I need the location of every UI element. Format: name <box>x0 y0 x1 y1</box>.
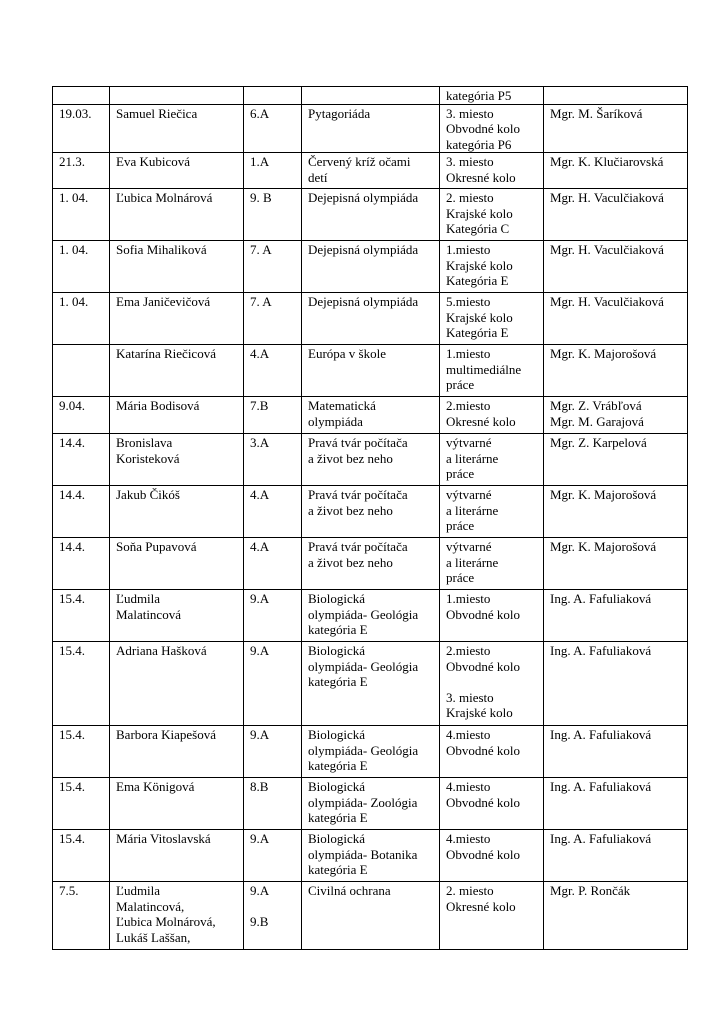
competition-text: Dejepisná olympiáda <box>308 190 419 205</box>
class-text: 9. B <box>250 190 272 205</box>
teacher-text: Mgr. M. Garajová <box>550 413 644 429</box>
competition-text: olympiáda- Zoológia <box>308 794 418 810</box>
table-row <box>53 434 688 486</box>
competition-text: kategória E <box>308 622 368 637</box>
teacher-cell <box>544 293 688 345</box>
competition-text: Biologická <box>308 591 366 606</box>
name-text: Ľubica Molnárová, <box>116 914 216 929</box>
competition-text: Pravá tvár počítača <box>308 487 408 502</box>
date-text: 1. 04. <box>59 242 89 257</box>
class-cell <box>244 397 302 434</box>
date-text: 15.4. <box>59 591 85 606</box>
teacher-cell <box>544 486 688 538</box>
teacher-cell <box>544 726 688 778</box>
date-cell <box>53 434 110 486</box>
teacher-text: Mgr. P. Rončák <box>550 883 631 898</box>
competition-cell <box>302 293 440 345</box>
name-text: Barbora Kiapešová <box>116 727 216 742</box>
name-text: Ľubica Molnárová <box>116 190 213 205</box>
teacher-text: Ing. A. Fafuliaková <box>550 727 652 742</box>
result-text: Obvodné kolo <box>446 742 521 758</box>
name-text: Adriana Hašková <box>116 643 207 658</box>
class-cell <box>244 241 302 293</box>
class-cell <box>244 153 302 189</box>
result-cell <box>440 397 544 434</box>
teacher-text: Mgr. H. Vaculčiaková <box>550 242 664 257</box>
result-text: Krajské kolo <box>446 309 513 325</box>
result-cell <box>440 434 544 486</box>
competition-cell <box>302 434 440 486</box>
date-cell <box>53 642 110 726</box>
date-cell <box>53 345 110 397</box>
result-text: výtvarné <box>446 539 492 554</box>
table-row <box>53 241 688 293</box>
name-text: Lukáš Laššan, <box>116 929 191 945</box>
result-text: práce <box>446 466 475 481</box>
result-cell <box>440 153 544 189</box>
table-row <box>53 87 688 105</box>
name-cell <box>110 87 244 105</box>
name-cell <box>110 882 244 950</box>
result-text: výtvarné <box>446 435 492 450</box>
result-text: 5.miesto <box>446 294 491 309</box>
teacher-cell <box>544 87 688 105</box>
teacher-text: Ing. A. Fafuliaková <box>550 779 652 794</box>
competition-cell <box>302 153 440 189</box>
result-text: výtvarné <box>446 487 492 502</box>
result-text: Krajské kolo <box>446 257 513 273</box>
table-row <box>53 397 688 434</box>
name-cell <box>110 726 244 778</box>
class-text: 4.A <box>250 346 270 361</box>
result-text: 4.miesto <box>446 727 491 742</box>
teacher-text <box>550 88 683 104</box>
name-text: Jakub Čikóš <box>116 487 180 502</box>
class-text: 7. A <box>250 294 272 309</box>
teacher-cell <box>544 397 688 434</box>
result-cell <box>440 87 544 105</box>
result-text: 1.miesto <box>446 242 491 257</box>
table-row <box>53 590 688 642</box>
class-cell <box>244 882 302 950</box>
result-text: kategória P6 <box>446 136 512 152</box>
result-cell <box>440 345 544 397</box>
date-cell <box>53 87 110 105</box>
result-text: a literárne <box>446 502 499 518</box>
class-text: 6.A <box>250 105 270 121</box>
class-text: 1.A <box>250 154 270 169</box>
competition-text: a život bez neho <box>308 554 393 570</box>
date-text: 1. 04. <box>59 294 89 309</box>
teacher-cell <box>544 830 688 882</box>
class-cell <box>244 486 302 538</box>
result-cell <box>440 538 544 590</box>
result-text: 3. miesto <box>446 105 494 121</box>
competition-cell <box>302 104 440 153</box>
date-cell <box>53 590 110 642</box>
table-row <box>53 538 688 590</box>
table-row <box>53 830 688 882</box>
result-text: Kategória E <box>446 273 509 288</box>
name-text: Mária Bodisová <box>116 398 200 413</box>
result-text: 4.miesto <box>446 779 491 794</box>
competition-text: Európa v škole <box>308 346 386 361</box>
competition-cell <box>302 882 440 950</box>
date-cell <box>53 830 110 882</box>
date-text: 15.4. <box>59 831 85 846</box>
competition-cell <box>302 87 440 105</box>
result-text: 4.miesto <box>446 831 491 846</box>
date-cell <box>53 189 110 241</box>
name-cell <box>110 590 244 642</box>
result-text: práce <box>446 570 475 585</box>
result-text: Krajské kolo <box>446 205 513 221</box>
results-table-container <box>52 86 687 950</box>
teacher-text: Ing. A. Fafuliaková <box>550 643 652 658</box>
teacher-cell <box>544 345 688 397</box>
date-text: 19.03. <box>59 105 92 121</box>
competition-text: kategória E <box>308 674 368 689</box>
name-cell <box>110 293 244 345</box>
result-text: Obvodné kolo <box>446 121 521 136</box>
result-cell <box>440 590 544 642</box>
result-text: Okresné kolo <box>446 898 516 914</box>
result-text: Okresné kolo <box>446 169 516 185</box>
class-text: 7. A <box>250 242 272 257</box>
date-text: 15.4. <box>59 779 85 794</box>
competition-text: a život bez neho <box>308 450 393 466</box>
class-cell <box>244 189 302 241</box>
competition-text: kategória E <box>308 862 368 877</box>
competition-text: kategória E <box>308 810 368 825</box>
class-text: 4.A <box>250 487 270 502</box>
name-cell <box>110 345 244 397</box>
name-text: Koristeková <box>116 450 180 466</box>
result-text: 2.miesto <box>446 398 491 413</box>
class-text: 8.B <box>250 779 269 794</box>
name-text: Ema Janičevičová <box>116 294 211 309</box>
name-cell <box>110 642 244 726</box>
result-text: Krajské kolo <box>446 705 513 720</box>
teacher-text: Mgr. Z. Karpelová <box>550 435 647 450</box>
result-cell <box>440 726 544 778</box>
name-cell <box>110 486 244 538</box>
teacher-cell <box>544 882 688 950</box>
teacher-text: Mgr. K. Majorošová <box>550 346 657 361</box>
competition-text: Pravá tvár počítača <box>308 435 408 450</box>
competition-text: kategória E <box>308 758 368 773</box>
result-text: a literárne <box>446 450 499 466</box>
date-text: 14.4. <box>59 435 85 450</box>
table-row <box>53 153 688 189</box>
competition-text: olympiáda <box>308 413 363 429</box>
name-cell <box>110 153 244 189</box>
date-text: 15.4. <box>59 727 85 742</box>
result-cell <box>440 642 544 726</box>
name-cell <box>110 434 244 486</box>
competition-text: Matematická <box>308 398 376 413</box>
name-text: Malatincová, <box>116 898 185 914</box>
date-text: 9.04. <box>59 398 85 413</box>
class-cell <box>244 345 302 397</box>
teacher-text: Mgr. H. Vaculčiaková <box>550 190 664 205</box>
name-text: Sofia Mihaliková <box>116 242 207 257</box>
class-cell <box>244 538 302 590</box>
competition-cell <box>302 830 440 882</box>
teacher-cell <box>544 104 688 153</box>
result-text: a literárne <box>446 554 499 570</box>
class-text: 9.A <box>250 727 270 742</box>
result-text: práce <box>446 377 475 392</box>
competition-text: Pytagoriáda <box>308 105 371 121</box>
teacher-cell <box>544 434 688 486</box>
competition-text: detí <box>308 169 328 185</box>
teacher-text: Mgr. K. Majorošová <box>550 539 657 554</box>
class-cell <box>244 642 302 726</box>
class-cell <box>244 87 302 105</box>
result-cell <box>440 293 544 345</box>
result-text: Kategória E <box>446 325 509 340</box>
competition-cell <box>302 397 440 434</box>
class-cell <box>244 726 302 778</box>
result-cell <box>440 486 544 538</box>
teacher-cell <box>544 778 688 830</box>
date-cell <box>53 778 110 830</box>
result-text: multimediálne <box>446 361 522 377</box>
name-cell <box>110 397 244 434</box>
name-cell <box>110 104 244 153</box>
class-text: 9.A <box>250 831 270 846</box>
table-row <box>53 642 688 726</box>
class-cell <box>244 830 302 882</box>
competition-text: Dejepisná olympiáda <box>308 294 419 309</box>
date-text: 15.4. <box>59 643 85 658</box>
result-text: Obvodné kolo <box>446 846 521 862</box>
results-table-body <box>53 87 688 950</box>
competition-text: olympiáda- Geológia <box>308 606 419 622</box>
teacher-cell <box>544 189 688 241</box>
date-cell <box>53 726 110 778</box>
name-text: Katarína Riečicová <box>116 346 216 361</box>
table-row <box>53 189 688 241</box>
teacher-cell <box>544 538 688 590</box>
result-cell <box>440 104 544 153</box>
competition-text: olympiáda- Geológia <box>308 658 419 674</box>
name-text <box>116 88 239 104</box>
result-text: Kategória C <box>446 221 510 236</box>
result-text: Obvodné kolo <box>446 606 521 622</box>
name-cell <box>110 538 244 590</box>
teacher-text: Mgr. Z. Vrábľová <box>550 398 642 413</box>
name-cell <box>110 241 244 293</box>
table-row <box>53 345 688 397</box>
date-text: 21.3. <box>59 154 85 169</box>
competition-text: Biologická <box>308 643 366 658</box>
competition-cell <box>302 642 440 726</box>
competition-text: olympiáda- Botanika <box>308 846 418 862</box>
result-text: 3. miesto <box>446 689 494 705</box>
name-text: Ľudmila <box>116 883 161 898</box>
result-cell <box>440 830 544 882</box>
date-cell <box>53 293 110 345</box>
table-row <box>53 293 688 345</box>
result-cell <box>440 241 544 293</box>
name-text: Ema Königová <box>116 779 195 794</box>
competition-text: Civilná ochrana <box>308 883 391 898</box>
name-text: Ľudmila <box>116 591 161 606</box>
competition-cell <box>302 345 440 397</box>
date-text <box>59 346 105 362</box>
name-text: Eva Kubicová <box>116 154 191 169</box>
class-text: 7.B <box>250 398 269 413</box>
name-cell <box>110 778 244 830</box>
name-cell <box>110 189 244 241</box>
class-cell <box>244 104 302 153</box>
result-text <box>446 674 539 690</box>
date-cell <box>53 104 110 153</box>
competition-text: Biologická <box>308 779 366 794</box>
table-row <box>53 778 688 830</box>
competition-text: Biologická <box>308 727 366 742</box>
result-cell <box>440 189 544 241</box>
class-text: 9.B <box>250 914 269 929</box>
competition-text: a život bez neho <box>308 502 393 518</box>
date-cell <box>53 397 110 434</box>
date-cell <box>53 241 110 293</box>
class-text <box>250 899 297 915</box>
teacher-cell <box>544 642 688 726</box>
competition-text: olympiáda- Geológia <box>308 742 419 758</box>
teacher-text: Ing. A. Fafuliaková <box>550 591 652 606</box>
teacher-cell <box>544 241 688 293</box>
name-text: Samuel Riečica <box>116 105 198 121</box>
competition-cell <box>302 538 440 590</box>
table-row <box>53 882 688 950</box>
competition-cell <box>302 241 440 293</box>
result-text: 1.miesto <box>446 591 491 606</box>
teacher-cell <box>544 590 688 642</box>
class-cell <box>244 590 302 642</box>
teacher-text: Ing. A. Fafuliaková <box>550 831 652 846</box>
competition-cell <box>302 726 440 778</box>
result-text: 2. miesto <box>446 190 494 205</box>
table-row <box>53 104 688 153</box>
date-cell <box>53 882 110 950</box>
name-text: Malatincová <box>116 606 181 622</box>
result-text: 3. miesto <box>446 154 494 169</box>
competition-text <box>308 88 435 104</box>
class-cell <box>244 293 302 345</box>
class-cell <box>244 778 302 830</box>
class-cell <box>244 434 302 486</box>
competition-cell <box>302 590 440 642</box>
date-cell <box>53 153 110 189</box>
competition-cell <box>302 778 440 830</box>
result-cell <box>440 778 544 830</box>
teacher-text: Mgr. K. Majorošová <box>550 487 657 502</box>
date-text: 14.4. <box>59 539 85 554</box>
name-text: Bronislava <box>116 435 173 450</box>
result-text: práce <box>446 518 475 533</box>
class-text: 9.A <box>250 643 270 658</box>
teacher-text: Mgr. K. Klučiarovská <box>550 154 664 169</box>
competition-text: Červený kríž očami <box>308 154 411 169</box>
competition-cell <box>302 486 440 538</box>
result-text: Obvodné kolo <box>446 794 521 810</box>
competition-text: Pravá tvár počítača <box>308 539 408 554</box>
teacher-text: Mgr. H. Vaculčiaková <box>550 294 664 309</box>
date-text <box>59 88 105 104</box>
result-text: Okresné kolo <box>446 413 516 429</box>
competition-text: Biologická <box>308 831 366 846</box>
date-cell <box>53 538 110 590</box>
date-text: 7.5. <box>59 883 79 898</box>
result-cell <box>440 882 544 950</box>
date-text: 14.4. <box>59 487 85 502</box>
name-cell <box>110 830 244 882</box>
class-text: 9.A <box>250 591 270 606</box>
competition-text: Dejepisná olympiáda <box>308 242 419 257</box>
date-cell <box>53 486 110 538</box>
competition-cell <box>302 189 440 241</box>
class-text: 4.A <box>250 539 270 554</box>
name-text: Soňa Pupavová <box>116 539 197 554</box>
table-row <box>53 726 688 778</box>
result-text: 2.miesto <box>446 643 491 658</box>
result-text: 1.miesto <box>446 346 491 361</box>
date-text: 1. 04. <box>59 190 89 205</box>
result-text: Obvodné kolo <box>446 658 521 674</box>
teacher-text: Mgr. M. Šaríková <box>550 105 643 121</box>
results-table <box>52 86 688 950</box>
result-text: kategória P5 <box>446 88 512 103</box>
name-text: Mária Vitoslavská <box>116 831 211 846</box>
class-text: 3.A <box>250 435 270 450</box>
result-text: 2. miesto <box>446 883 494 898</box>
table-row <box>53 486 688 538</box>
class-text: 9.A <box>250 883 270 898</box>
class-text <box>250 88 297 104</box>
teacher-cell <box>544 153 688 189</box>
